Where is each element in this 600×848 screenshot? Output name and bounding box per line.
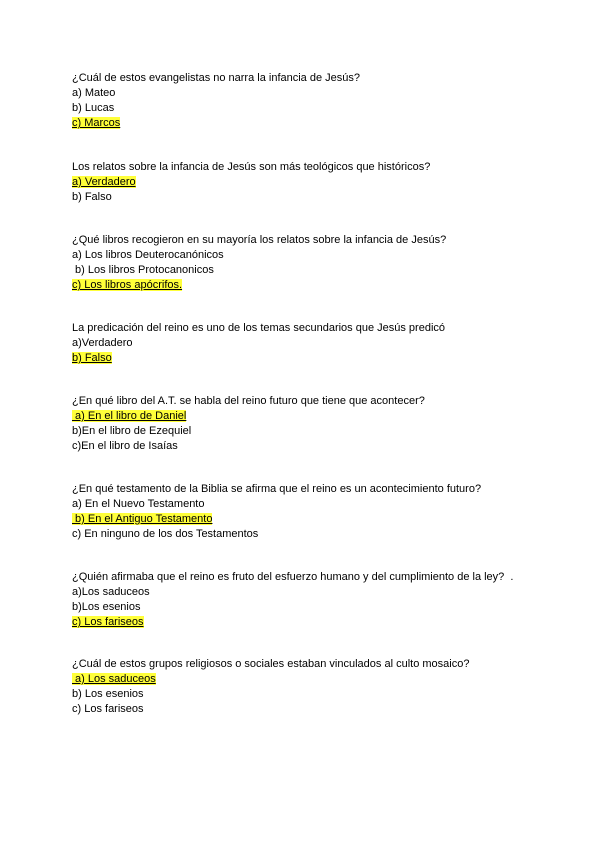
question-text: ¿Qué libros recogieron en su mayoría los relatos sobre la infancia de Jesús? [72, 234, 447, 246]
answer-option-text: b) Lucas [72, 102, 115, 114]
question-block [72, 570, 572, 630]
answer-option-text: a) Los libros Deuterocanónicos [72, 249, 224, 261]
answer-option [72, 600, 572, 615]
answer-option-text: b) En el Antiguo Testamento [72, 513, 213, 525]
question-block [72, 394, 572, 454]
question-text: ¿En qué libro del A.T. se habla del reino futuro que tiene que acontecer? [72, 395, 425, 407]
answer-option [72, 336, 572, 351]
answer-option-text: b)En el libro de Ezequiel [72, 425, 192, 437]
question-block [72, 482, 572, 542]
answer-option-text: c) En ninguno de los dos Testamentos [72, 528, 259, 540]
answer-option [72, 86, 572, 101]
question-block [72, 321, 572, 366]
question-text: ¿Cuál de estos evangelistas no narra la infancia de Jesús? [72, 72, 361, 84]
answer-option-text: b) Falso [72, 352, 112, 364]
answer-option-text: a) Mateo [72, 87, 116, 99]
answer-option [72, 248, 572, 263]
answer-option-text: c) Marcos [72, 117, 121, 129]
question-block [72, 657, 572, 717]
question-text: ¿En qué testamento de la Biblia se afirma que el reino es un acontecimiento futuro? [72, 483, 482, 495]
question-block [72, 233, 572, 293]
answer-option-text: a)Los saduceos [72, 586, 150, 598]
answer-option [72, 687, 572, 702]
answer-option-text: a) En el libro de Daniel [72, 410, 187, 422]
question-text: Los relatos sobre la infancia de Jesús son más teológicos que históricos? [72, 161, 431, 173]
correct-answer-option [72, 512, 572, 527]
answer-option-text: b) Los esenios [72, 688, 144, 700]
answer-option-text: b) Los libros Protocanonicos [72, 264, 214, 276]
question-text: La predicación del reino es uno de los temas secundarios que Jesús predicó [72, 322, 446, 334]
question-text: ¿Quién afirmaba que el reino es fruto del esfuerzo humano y del cumplimiento de la ley? . [72, 571, 514, 583]
correct-answer-option [72, 116, 572, 131]
answer-option [72, 527, 572, 542]
answer-option [72, 190, 572, 205]
answer-option [72, 101, 572, 116]
answer-option-text: a) En el Nuevo Testamento [72, 498, 205, 510]
answer-option-text: b) Falso [72, 191, 112, 203]
correct-answer-option [72, 672, 572, 687]
answer-option-text: a)Verdadero [72, 337, 133, 349]
question-block [72, 160, 572, 205]
answer-option-text: c)En el libro de Isaías [72, 440, 178, 452]
answer-option [72, 439, 572, 454]
answer-option [72, 424, 572, 439]
correct-answer-option [72, 409, 572, 424]
answer-option-text: c) Los fariseos [72, 616, 144, 628]
answer-option-text: b)Los esenios [72, 601, 141, 613]
correct-answer-option [72, 351, 572, 366]
answer-option-text: a) Los saduceos [72, 673, 156, 685]
answer-option-text: c) Los fariseos [72, 703, 144, 715]
answer-option [72, 497, 572, 512]
question-block [72, 71, 572, 131]
question-text: ¿Cuál de estos grupos religiosos o sociales estaban vinculados al culto mosaico? [72, 658, 470, 670]
answer-option [72, 585, 572, 600]
answer-option [72, 263, 572, 278]
correct-answer-option [72, 278, 572, 293]
correct-answer-option [72, 175, 572, 190]
answer-option [72, 702, 572, 717]
answer-option-text: a) Verdadero [72, 176, 136, 188]
answer-option-text: c) Los libros apócrifos. [72, 279, 183, 291]
correct-answer-option [72, 615, 572, 630]
